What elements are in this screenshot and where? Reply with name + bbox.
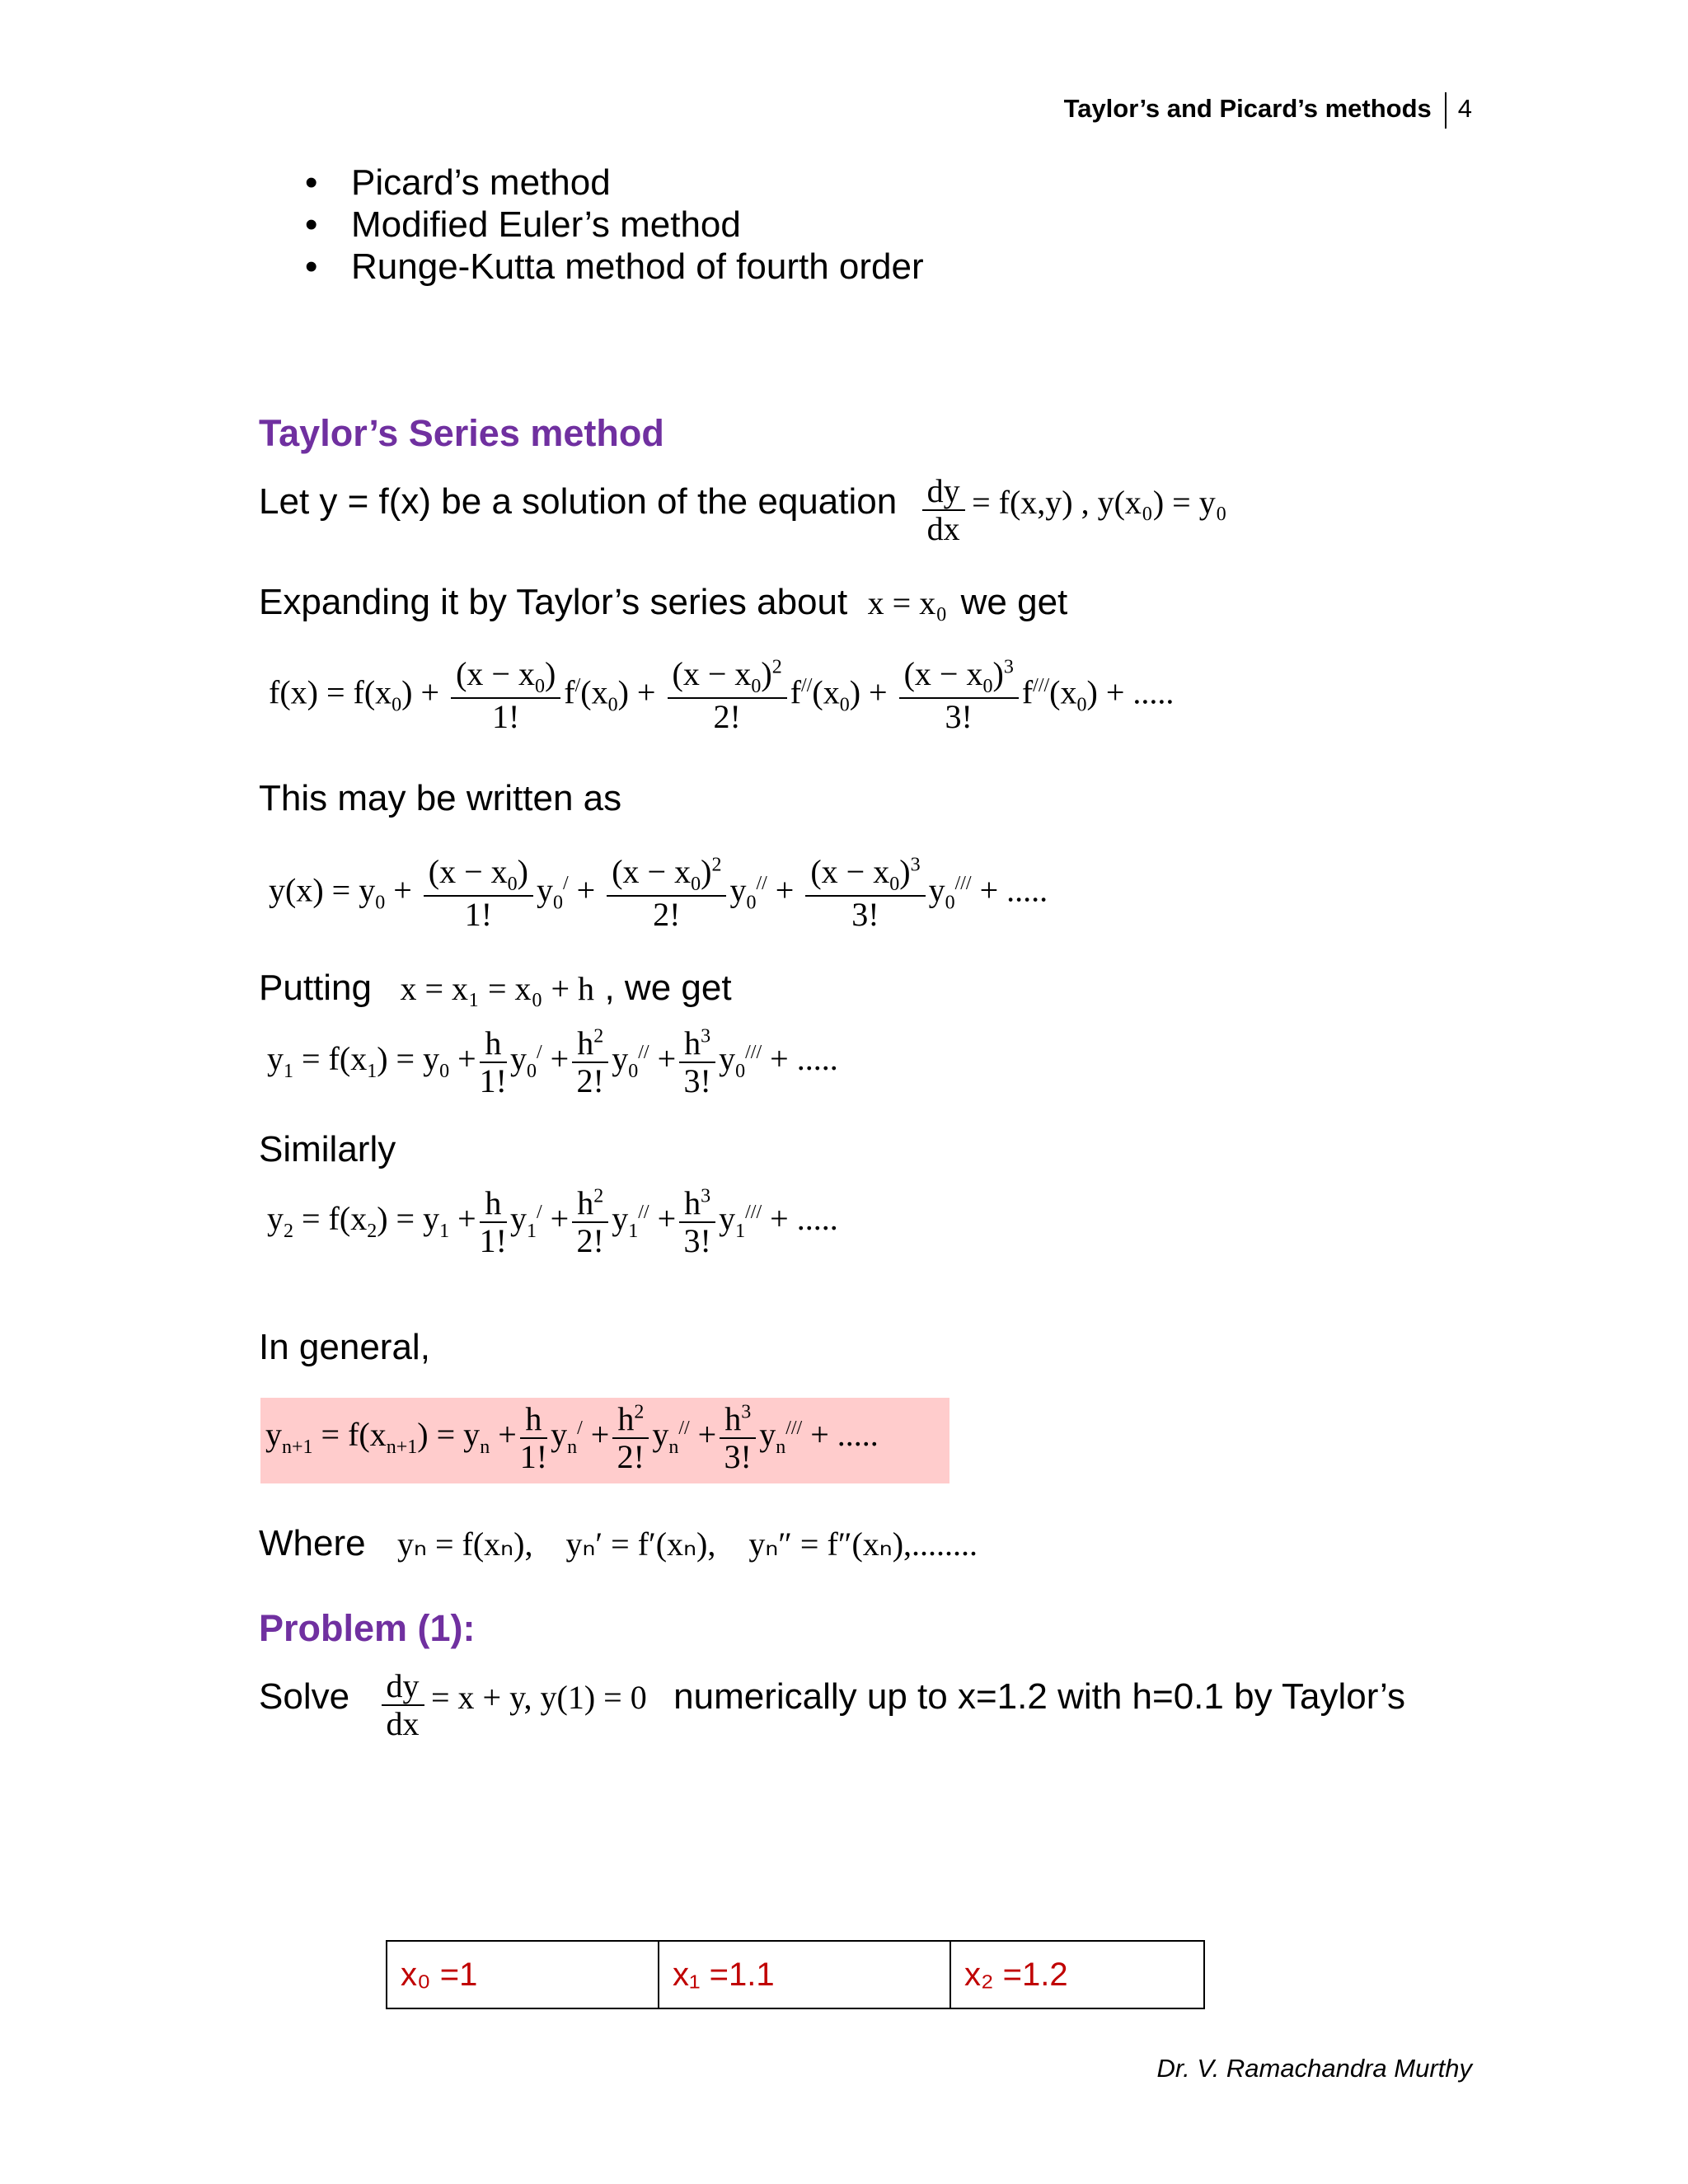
header-title: Taylor’s and Picard’s methods bbox=[1063, 94, 1432, 124]
putting-line bbox=[259, 968, 732, 1009]
where-text: Where bbox=[259, 1523, 366, 1563]
method-list bbox=[305, 162, 924, 288]
list-item: • Picard’s method bbox=[305, 162, 924, 204]
list-item: • Modified Euler’s method bbox=[305, 204, 924, 246]
intro-line bbox=[259, 473, 1227, 547]
putting-expr: x = x₁ = x₀ + h bbox=[400, 970, 595, 1007]
expand-text: Expanding it by Taylor’s series about bbox=[259, 582, 848, 622]
expand-line bbox=[259, 582, 1067, 623]
table-cell: x₀ =1 bbox=[387, 1941, 659, 2008]
table-cell: x₁ =1.1 bbox=[659, 1941, 950, 2008]
where-expr: yₙ = f(xₙ), yₙ′ = f′(xₙ), yₙ″ = f″(xₙ),........ bbox=[397, 1526, 978, 1563]
problem-dy-dx: $\frac{dy}{dx}$ bbox=[382, 1668, 424, 1742]
in-general-text: In general, bbox=[259, 1327, 430, 1367]
putting-text: Putting bbox=[259, 968, 372, 1008]
y2-expansion: $y_2 = f(x_2) = y_1$ + $\frac{h}{1!}$ $y_1^/$ + $\frac{h^2}{2!}$ $y_1^{//}$ + $\frac{h^3}{3!}$ $y_1^{///}$ + ..... bbox=[267, 1184, 838, 1259]
intro-condition: = f(x,y) , y(x₀) = y₀ bbox=[972, 484, 1227, 522]
problem-text: numerically up to x=1.2 with h=0.1 by Taylor’s bbox=[673, 1676, 1405, 1718]
table-cell: x₂ =1.2 bbox=[950, 1941, 1204, 2008]
header-divider bbox=[1445, 92, 1447, 129]
written-as-text: This may be written as bbox=[259, 778, 622, 818]
taylor-expansion-yx: $y(x) = y_0$ + $\frac{(x - x_0)}{1!}$ $y_0^/$ + $\frac{(x - x_0)^2}{2!}$ $y_0^{//}$ + $\frac{(x - x_0)^3}{3!}$ $y_0^{///}$ + ..... bbox=[269, 853, 1048, 934]
y1-expansion: $y_1 = f(x_1) = y_0$ + $\frac{h}{1!}$ $y_0^/$ + $\frac{h^2}{2!}$ $y_0^{//}$ + $\frac{h^3}{3!}$ $y_0^{///}$ + ..... bbox=[267, 1024, 838, 1099]
page-header bbox=[1064, 92, 1472, 129]
expand-point: x = x₀ bbox=[867, 584, 948, 621]
dy-dx-fraction: $\frac{dy}{dx}$ bbox=[922, 473, 965, 547]
where-line bbox=[259, 1523, 978, 1564]
taylor-expansion-fx: $f(x) = f(x_0)$ + $\frac{(x - x_0)}{1!}$ $f^/(x_0)$ + $\frac{(x - x_0)^2}{2!}$ $f^{//}(x_0)$ + $\frac{(x - x_0)^3}{3!}$ $f^{///}(x_0)$ + ..... bbox=[269, 655, 1175, 736]
intro-text: Let y = f(x) be a solution of the equation bbox=[259, 481, 898, 523]
putting-tail: , we get bbox=[604, 968, 732, 1008]
similarly-text: Similarly bbox=[259, 1129, 396, 1169]
footer-author: Dr. V. Ramachandra Murthy bbox=[1156, 2054, 1472, 2083]
problem-statement bbox=[259, 1668, 1405, 1742]
section-heading: Taylor’s Series method bbox=[259, 412, 664, 454]
solve-text: Solve bbox=[259, 1676, 350, 1718]
expand-tail: we get bbox=[960, 582, 1068, 622]
problem-equation: = x + y, y(1) = 0 bbox=[430, 1679, 647, 1717]
list-item: • Runge-Kutta method of fourth order bbox=[305, 246, 924, 288]
x-values-table bbox=[386, 1940, 1205, 2009]
problem-heading: Problem (1): bbox=[259, 1607, 476, 1649]
page-number: 4 bbox=[1457, 94, 1472, 124]
general-formula: $y_{n+1} = f(x_{n+1}) = y_n$ + $\frac{h}{1!}$ $y_n^/$ + $\frac{h^2}{2!}$ $y_n^{//}$ + $\frac{h^3}{3!}$ $y_n^{///}$ + ..... bbox=[265, 1400, 879, 1475]
table-row bbox=[387, 1941, 1204, 2008]
